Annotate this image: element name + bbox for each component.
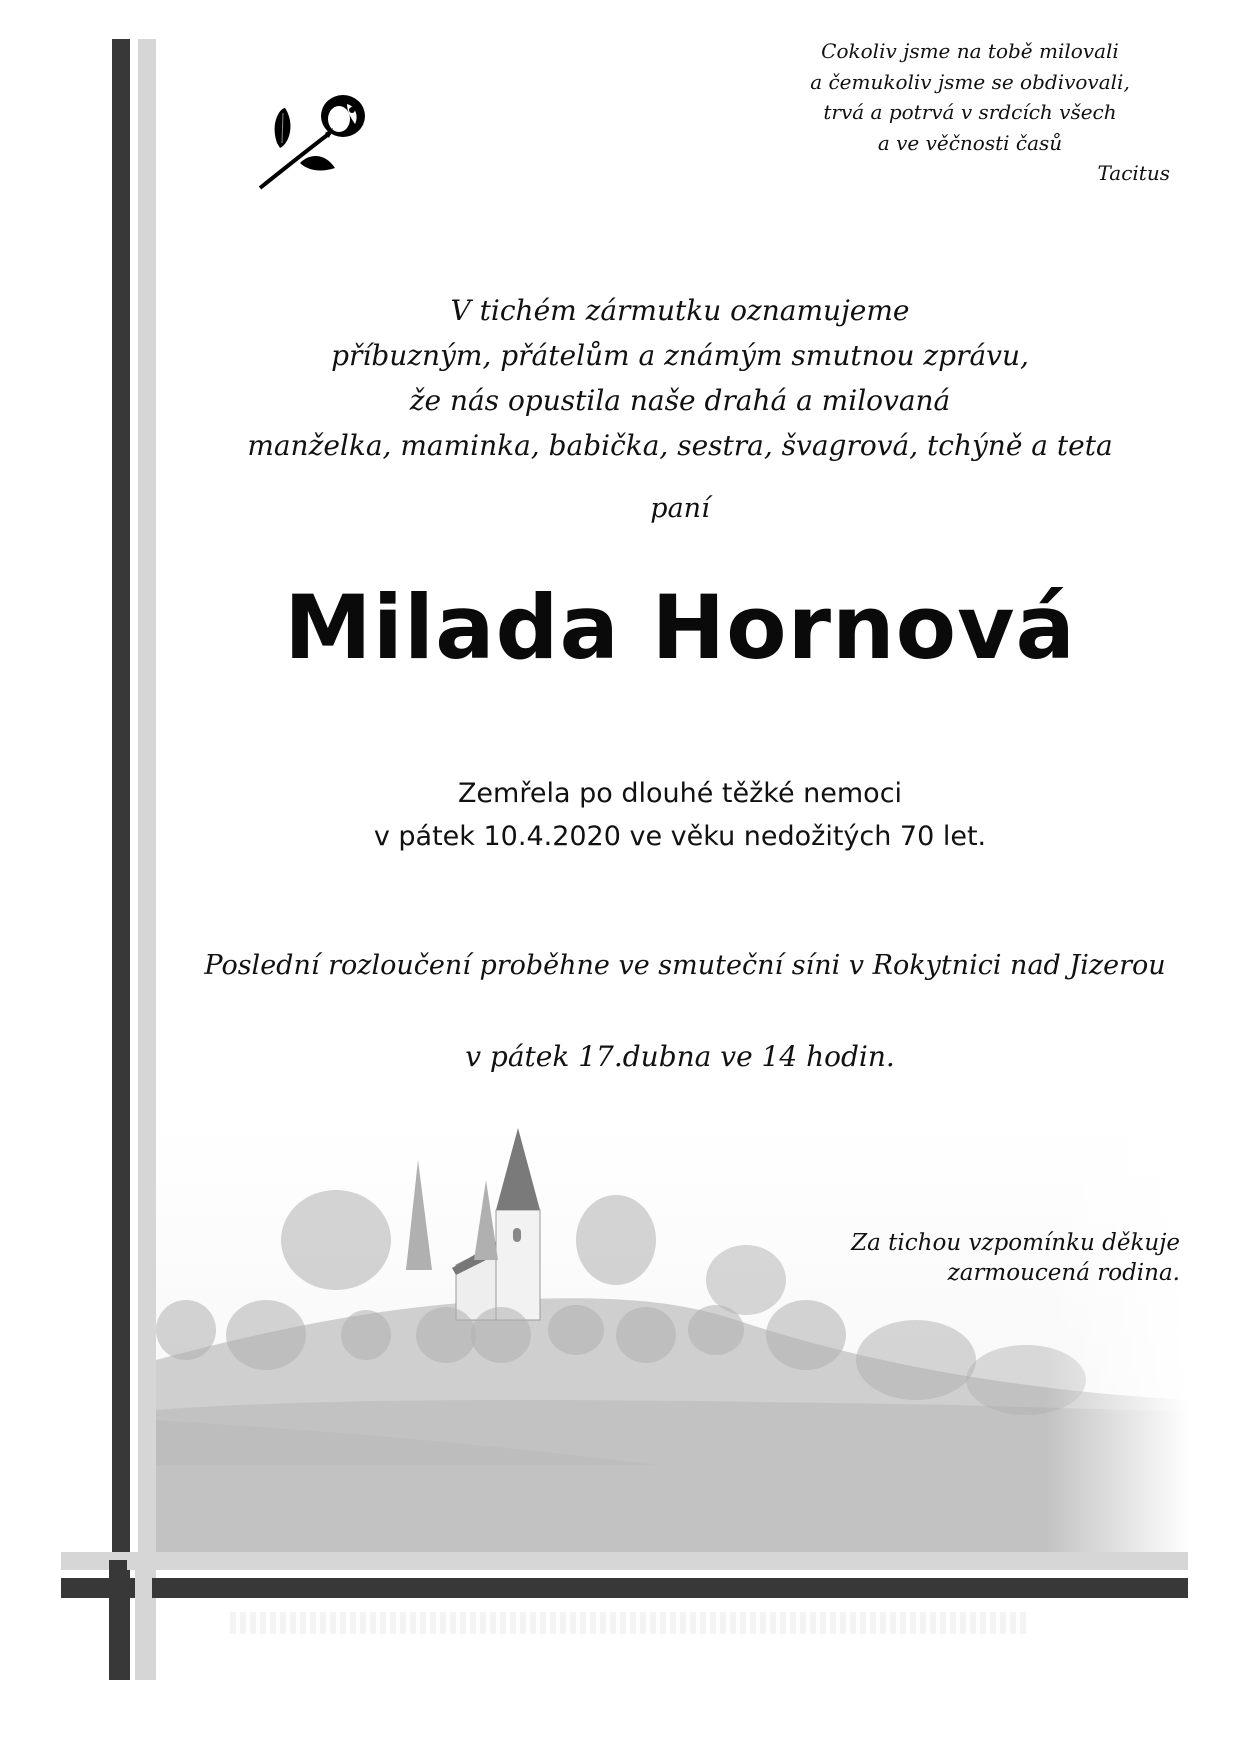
rose-icon [255,88,375,193]
thanks-block [780,1228,1180,1288]
death-info-line: v pátek 10.4.2020 ve věku nedožitých 70 let. [373,821,987,852]
border-vertical-dark-overlap [109,1560,127,1680]
ceremony-datetime: v pátek 17.dubna ve 14 hodin. [465,1040,895,1073]
deceased-name: Milada Hornová [284,576,1076,679]
deceased-title: paní [650,493,710,524]
border-horizontal-light [61,1552,1188,1570]
quote-line: a čemukoliv jsme se obdivovali, [810,69,1130,94]
border-horizontal-dark [61,1578,1188,1598]
announcement-line: příbuzným, přátelům a známým smutnou zprávu, [331,339,1029,372]
thanks-line: zarmoucená rodina. [947,1260,1180,1286]
announcement-line: že nás opustila naše drahá a milovaná [409,384,951,417]
announcement-line: manželka, maminka, babička, sestra, švagrová, tchýně a teta [247,429,1113,462]
quote-author: Tacitus [1097,161,1170,185]
ceremony-place: Poslední rozloučení proběhne ve smuteční síni v Rokytnici nad Jizerou [204,950,1166,981]
scan-ghost-text [230,1612,1030,1634]
death-info [180,772,1180,858]
announcement-block [180,288,1180,468]
quote-line: a ve věčnosti časů [877,130,1063,155]
quote-block [760,36,1180,189]
landscape-image [156,1120,1190,1554]
border-vertical-light [138,39,156,1680]
thanks-line: Za tichou vzpomínku děkuje [851,1230,1180,1256]
border-vertical-dark [112,39,130,1680]
quote-line: Cokoliv jsme na tobě milovali [821,39,1119,63]
announcement-line: V tichém zármutku oznamujeme [450,294,910,327]
quote-line: trvá a potrvá v srdcích všech [823,100,1117,124]
death-info-line: Zemřela po dlouhé těžké nemoci [457,778,903,809]
border-vertical-light-overlap [135,1552,152,1680]
